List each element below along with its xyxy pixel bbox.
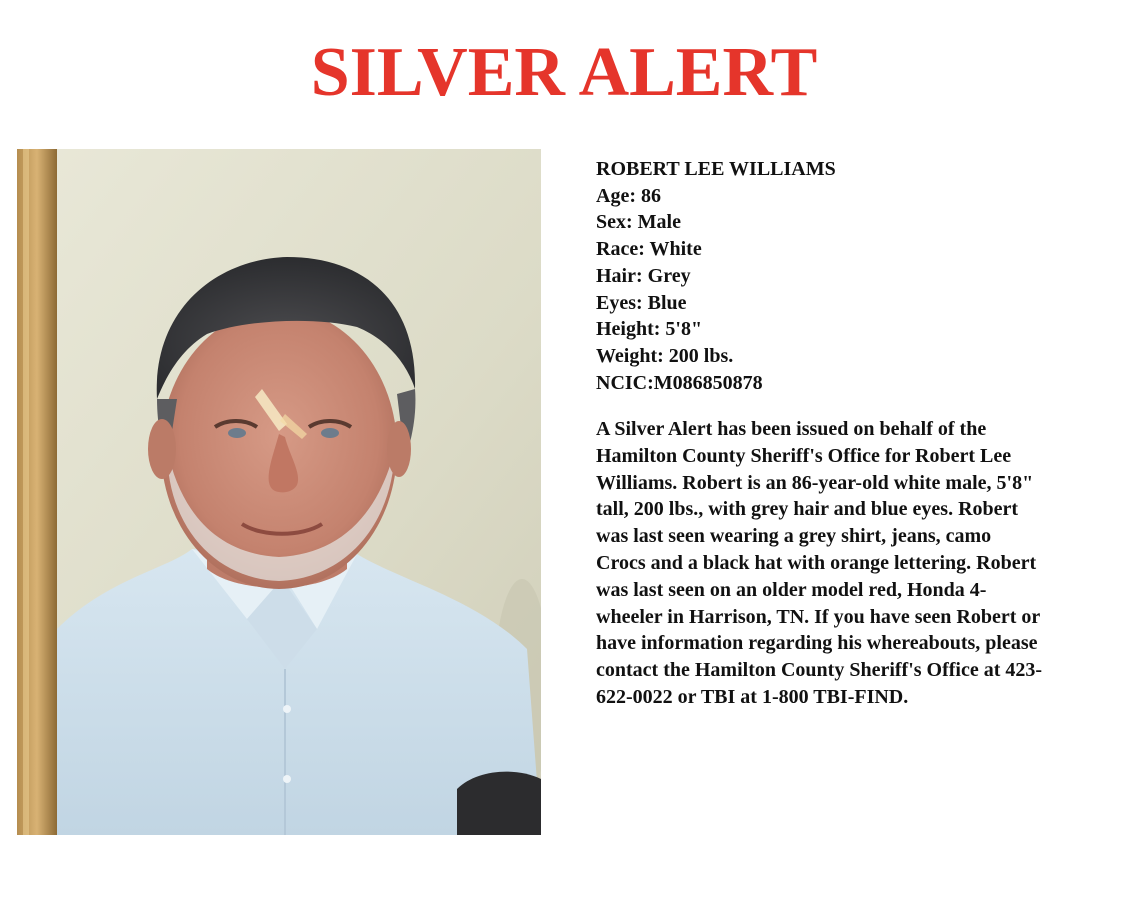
- race-field: Race: White: [596, 238, 702, 261]
- age-field: Age: 86: [596, 184, 661, 207]
- hair-field: Hair: Grey: [596, 264, 691, 287]
- description-line: was last seen on an older model red, Honda 4-: [596, 578, 987, 601]
- weight-field: Weight: 200 lbs.: [596, 344, 734, 367]
- description-line: contact the Hamilton County Sheriff's Office at 423-: [596, 659, 1043, 682]
- description-line: wheeler in Harrison, TN. If you have seen Robert or: [596, 605, 1041, 628]
- person-details: [596, 156, 1116, 396]
- height-field: Height: 5'8": [596, 318, 703, 341]
- description-line: A Silver Alert has been issued on behalf of the: [596, 418, 987, 440]
- portrait-illustration: [17, 149, 541, 835]
- description-line: Crocs and a black hat with orange lettering. Robert: [596, 551, 1037, 574]
- alert-title: SILVER ALERT: [310, 34, 818, 111]
- eyes-field: Eyes: Blue: [596, 291, 687, 314]
- description-line: tall, 200 lbs., with grey hair and blue eyes. Robert: [596, 498, 1019, 521]
- description-line: 622-0022 or TBI at 1-800 TBI-FIND.: [596, 685, 909, 708]
- description-line: Williams. Robert is an 86-year-old white male, 5'8": [596, 471, 1034, 494]
- alert-description: [596, 416, 1126, 711]
- sex-field: Sex: Male: [596, 211, 681, 234]
- description-line: have information regarding his whereabouts, please: [596, 632, 1038, 655]
- missing-person-photo: [17, 149, 541, 835]
- description-line: was last seen wearing a grey shirt, jeans, camo: [596, 525, 992, 548]
- description-line: Hamilton County Sheriff's Office for Robert Lee: [596, 444, 1012, 467]
- person-name: ROBERT LEE WILLIAMS: [596, 158, 836, 180]
- ncic-field: NCIC:M086850878: [596, 371, 763, 394]
